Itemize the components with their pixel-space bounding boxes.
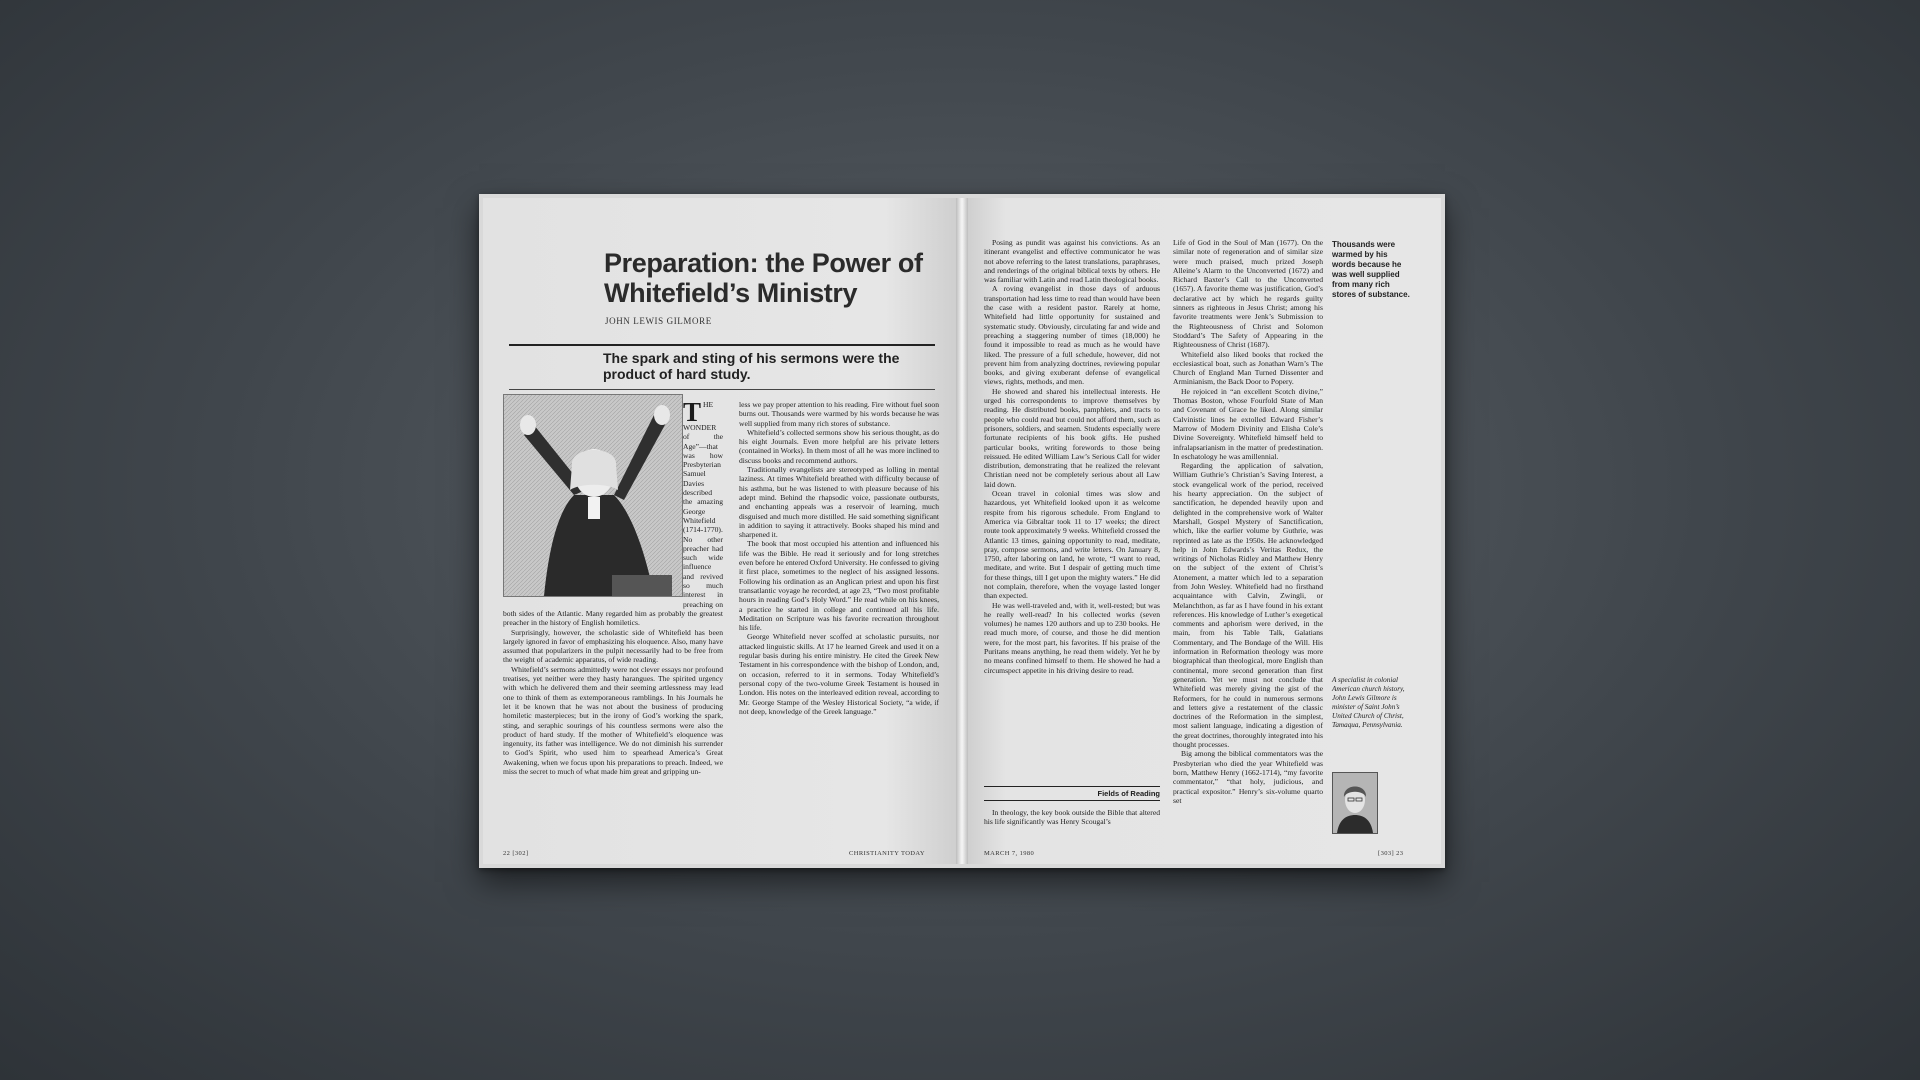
spread-gutter — [956, 198, 968, 864]
paragraph: less we pay proper attention to his reading. Fire without fuel soon burns out. Thousands were warmed by his words because he was well supplied from many rich stores of substance. — [739, 400, 939, 428]
left-page — [483, 198, 956, 864]
right-folio: [303] 23 — [1378, 850, 1404, 857]
author-byline: JOHN LEWIS GILMORE — [605, 316, 712, 326]
right-column-2 — [1173, 238, 1323, 805]
paragraph: Whitefield’s collected sermons show his serious thought, as do his eight Journals. Even more helpful are his private letters (contained in Works). In them most of all he was more inclined to discuss books and recommend authors. — [739, 427, 939, 465]
paragraph: He showed and shared his intellectual interests. He urged his correspondents to improve themselves by reading. He distributed books, pamphlets, and tracts to people who could read but could not afford them, such as prisoners, soldiers, and seamen. Students especially were fortunate recipients of his book gifts. He pushed particular books, writing forewords to those being reissued. He edited William Law’s Serious Call for wider distribution, demonstrating that he realized the relevant Christian need not be completely serious about all Law laid down. — [984, 386, 1160, 489]
magazine-spread — [479, 194, 1445, 868]
author-headshot — [1332, 772, 1378, 834]
paragraph: Traditionally evangelists are stereotyped as lolling in mental laziness. At times Whitefield breathed with difficulty because of his asthma, but he was listened to with pleasure because of his adept mind. Behind the rhapsodic voice, passionate outbursts, and enchanting appeals was a reservoir of learning, much disguised and much more distilled. He said something significant in addition to saying it attractively. Books shaped his mind and sharpened it. — [739, 465, 939, 540]
left-folio: 22 [302] — [503, 850, 529, 857]
left-column-1 — [503, 397, 723, 776]
right-column-1 — [984, 238, 1160, 675]
paragraph: George Whitefield never scoffed at scholastic pursuits, nor attacked linguistic skills. At 17 he learned Greek and used it on a regular basis during his entire ministry. He cited the Greek New Testament in his correspondence with the bishop of London, and, on occasion, referred to it in sermons. Today Whitefield’s personal copy of the two-volume Greek Testament is housed in London. His notes on the interleaved edition reveal, according to Mr. George Stampe of the Wesley Historical Society, “a wide, if not deep, knowledge of the Greek language.” — [739, 632, 939, 716]
author-bio: A specialist in colonial American church history, John Lewis Gilmore is minister of Saint John’s United Church of Christ, Tamaqua, Pennsylvania. — [1332, 676, 1405, 729]
article-subtitle: The spark and sting of his sermons were the product of hard study. — [603, 350, 900, 382]
section-heading: Fields of Reading — [984, 786, 1160, 801]
engraving-wrap — [503, 400, 683, 600]
paragraph: He was well-traveled and, with it, well-rested; but was he really well-read? In his collected works (seven volumes) he names 120 authors and up to 230 books. He read much more, of course, and those he did mention were, for the most part, his favorites. If his praise of the Puritans means anything, he read them widely. Yet he by no means confined himself to them. He showed he had a circumspect appetite in his driving desire to read. — [984, 600, 1160, 675]
paragraph: The book that most occupied his attention and influenced his life was the Bible. He read it seriously and for long stretches even before he entered Oxford University. He confessed to giving it first place, sometimes to the neglect of his assigned lessons. Following his ordination as an Anglican priest and upon his first transatlantic voyage he recorded, at age 23, “Two most profitable hours in reading God’s Holy Word.” He read while on his knees, a practice he started in college and continued all his life. Meditation on Scripture was his favorite recreation throughout his life. — [739, 539, 939, 633]
paragraph: Whitefield also liked books that rocked the ecclesiastical boat, such as Jonathan Warn’s The Church of England Man Turned Dissenter and Arminianism, the Back Door to Popery. — [1173, 349, 1323, 387]
paragraph: A roving evangelist in those days of arduous transportation had less time to read than would have been the case with a resident pastor. Rarely at home, Whitefield had little opportunity for sustained and systematic study. Obviously, circulating far and wide and preaching a staggering number of times (18,000) he found it impossible to read as much as he would have liked. The pressure of a full schedule, however, did not prevent him from analyzing doctrines, reviewing popular books, and giving exuberant defense of evangelical views, rights, methods, and men. — [984, 284, 1160, 387]
paragraph: In theology, the key book outside the Bible that altered his life significantly was Henry Scougal’s — [984, 808, 1160, 827]
article-title: Preparation: the Power of Whitefield’s Ministry — [604, 248, 923, 308]
pull-quote: Thousands were warmed by his words because he was well supplied from many rich stores of substance. — [1332, 240, 1410, 299]
paragraph: Surprisingly, however, the scholastic side of Whitefield has been largely ignored in favor of emphasizing his eloquence. Also, many have assumed that popularizers in the pulpit necessarily had to be free from the weight of academic apparatus, of wide reading. — [503, 627, 723, 665]
paragraph: Big among the biblical commentators was the Presbyterian who died the year Whitefield was born, Matthew Henry (1662-1714), “my favorite commentator,” “that holy, judicious, and practical expositor.” Henry’s six-volume quarto set — [1173, 749, 1323, 805]
left-column-2 — [739, 400, 939, 716]
paragraph: Posing as pundit was against his convictions. As an itinerant evangelist and effective communicator he was not above referring to the latest translations, paraphrases, and renderings of the original biblical texts by others. He was familiar with Latin and read Latin theological books. — [984, 238, 1160, 285]
drop-cap: T — [683, 397, 702, 427]
lead-text: HE WONDER of the Age”—that was how Presbyterian Samuel Davies described the amazing George Whitefield (1714-1770). No other preacher had such wide influence and revived so much interest in preaching on both sides of the Atlantic. Many regarded him as probably the greatest preacher in the history of English homiletics. — [503, 400, 723, 628]
title-rule — [509, 344, 935, 346]
paragraph: Regarding the application of salvation, William Guthrie’s Christian’s Saving Interest, a stock evangelical work of the period, received his hearty appreciation. On the subject of sanctification, he depended heavily upon and delighted in the comprehensive work of Walter Marshall, Gospel Mystery of Sanctification, which, like the earlier volume by Guthrie, was reprinted as late as the 1950s. He acknowledged help in John Edwards’s Veritas Redux, the writings of Nicholas Ridley and Matthew Henry on the subject of the extent of Christ’s Atonement, a matter which led to a separation from John Wesley. Whitefield had no firsthand acquaintance with Calvin, Zwingli, or Melanchthon, as far as I have found in his extant references. His knowledge of Luther’s exegetical comments and aphorism were derived, in the main, from his Table Talk, Galatians Commentary, and The Bondage of the Will. His information in Reformation theology was more biographical than theological, more English than continental, more second generation than first generation. Yet we must not conclude that Whitefield was merely giving the gist of the Reformers, for he could in numerous sermons and letters give a restatement of the classic doctrines of the Reformation in the simplest, most salient language, indicating a digestion of the great doctrines, thoroughly integrated into his thought processes. — [1173, 461, 1323, 750]
magazine-name: CHRISTIANITY TODAY — [849, 850, 925, 857]
issue-date: MARCH 7, 1980 — [984, 850, 1035, 857]
paragraph: He rejoiced in “an excellent Scotch divine,” Thomas Boston, whose Fourfold State of Man and Covenant of Grace he liked. Along similar Calvinistic lines he extolled Edward Fisher’s Marrow of Modern Divinity and Elisha Cole’s Divine Sovereignty. Whitefield himself held to infralapsarianism in the matter of predestination. In eschatology he was amillennial. — [1173, 386, 1323, 461]
paragraph: Ocean travel in colonial times was slow and hazardous, yet Whitefield looked upon it as welcome respite from his rigorous schedule. From England to America via Gibraltar took 11 to 17 weeks; the direct route took approximately 9 weeks. Whitefield crossed the Atlantic 13 times, gaining opportunity to read, meditate, pray, compose sermons, and write letters. On January 8, 1750, after laboring on land, he wrote, “I want to read, meditate, and write. But I despair of getting much time for these things, till I get upon the mighty waters.” He did not complain, therefore, when the voyage lasted longer than expected. — [984, 489, 1160, 601]
subtitle-rule — [509, 389, 935, 390]
right-page — [968, 198, 1441, 864]
paragraph: Life of God in the Soul of Man (1677). On the similar note of regeneration and of similar size were much praised, much prized Joseph Alleine’s Alarm to the Unconverted (1672) and Richard Baxter’s Call to the Unconverted (1657). A favorite theme was justification, God’s declarative act by which he regards guilty sinners as righteous in Jesus Christ; among his favorite treatments were Jenk’s Submission to the Righteousness of Christ and Solomon Stoddard’s The Safety of Appearing in the Righteousness of Christ (1687). — [1173, 238, 1323, 350]
right-column-1-tail — [984, 808, 1160, 827]
paragraph: Whitefield’s sermons admittedly were not clever essays nor profound treatises, yet neither were they hasty harangues. The spirited urgency with which he delivered them and their seeming artlessness may lead one to think of them as extemporaneous ramblings. In his Journals he let it be known that he was not about the business of producing homiletic masterpieces; but in the irony of God’s working the spark, sting, and seraphic sourings of his countless sermons were also the product of hard study. If the mother of Whitefield’s eloquence was ingenuity, its father was intelligence. We do not diminish his surrender to God’s Spirit, who used him to spearhead America’s Great Awakening, when we focus upon his preparations to preach. Indeed, we miss the secret to much of what made him great and gripping un- — [503, 664, 723, 776]
